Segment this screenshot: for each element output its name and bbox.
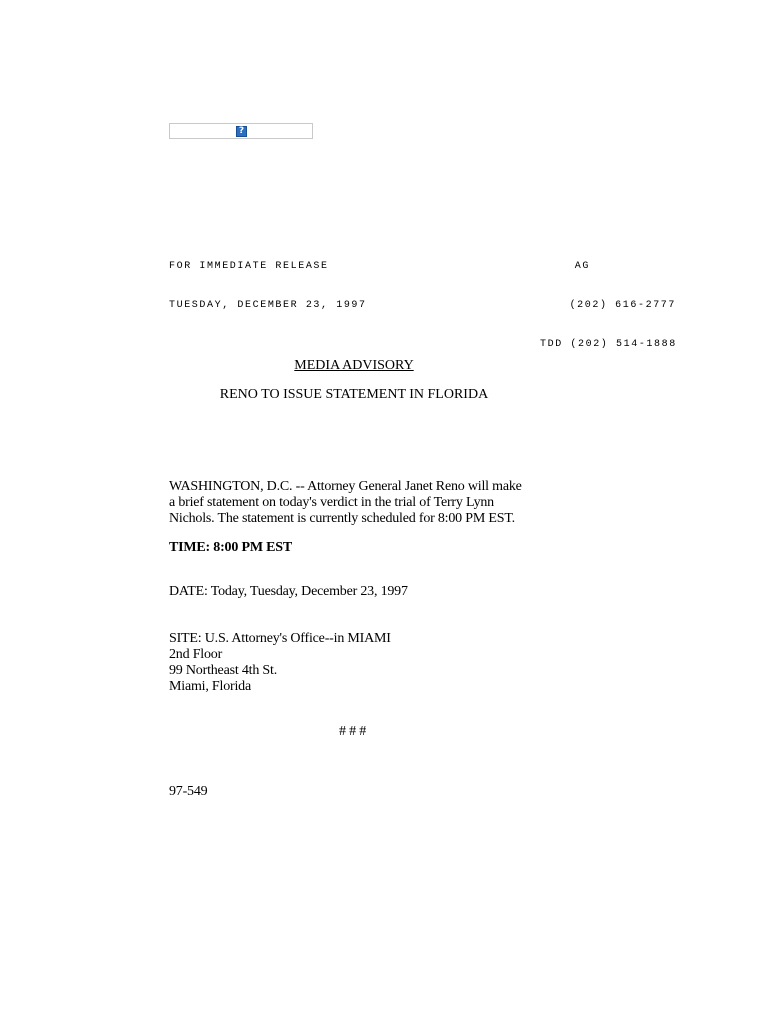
statement-title: RENO TO ISSUE STATEMENT IN FLORIDA	[219, 387, 489, 402]
paragraph-line: WASHINGTON, D.C. -- Attorney General Janet Reno will make	[169, 479, 522, 494]
broken-image-placeholder	[169, 123, 313, 139]
release-number: 97-549	[169, 784, 208, 799]
end-marks: # # #	[339, 724, 367, 739]
site-line: SITE: U.S. Attorney's Office--in MIAMI	[169, 631, 391, 646]
event-date: DATE: Today, Tuesday, December 23, 1997	[169, 584, 408, 599]
release-info-right	[540, 234, 676, 364]
agency-code: AG	[574, 261, 590, 272]
site-line: 2nd Floor	[169, 647, 223, 662]
event-time: TIME: 8:00 PM EST	[169, 540, 292, 555]
tdd-number: TDD (202) 514-1888	[540, 339, 677, 350]
body-paragraph	[169, 479, 549, 527]
question-mark-icon: ?	[236, 126, 247, 137]
release-info-left	[169, 234, 367, 325]
release-date: TUESDAY, DECEMBER 23, 1997	[169, 300, 367, 311]
site-line: Miami, Florida	[169, 679, 251, 694]
media-advisory-heading: MEDIA ADVISORY	[294, 358, 414, 373]
site-line: 99 Northeast 4th St.	[169, 663, 277, 678]
paragraph-line: Nichols. The statement is currently scheduled for 8:00 PM EST.	[169, 511, 515, 526]
release-status: FOR IMMEDIATE RELEASE	[169, 261, 329, 272]
phone-number: (202) 616-2777	[569, 300, 676, 311]
paragraph-line: a brief statement on today's verdict in the trial of Terry Lynn	[169, 495, 494, 510]
event-site	[169, 631, 391, 695]
